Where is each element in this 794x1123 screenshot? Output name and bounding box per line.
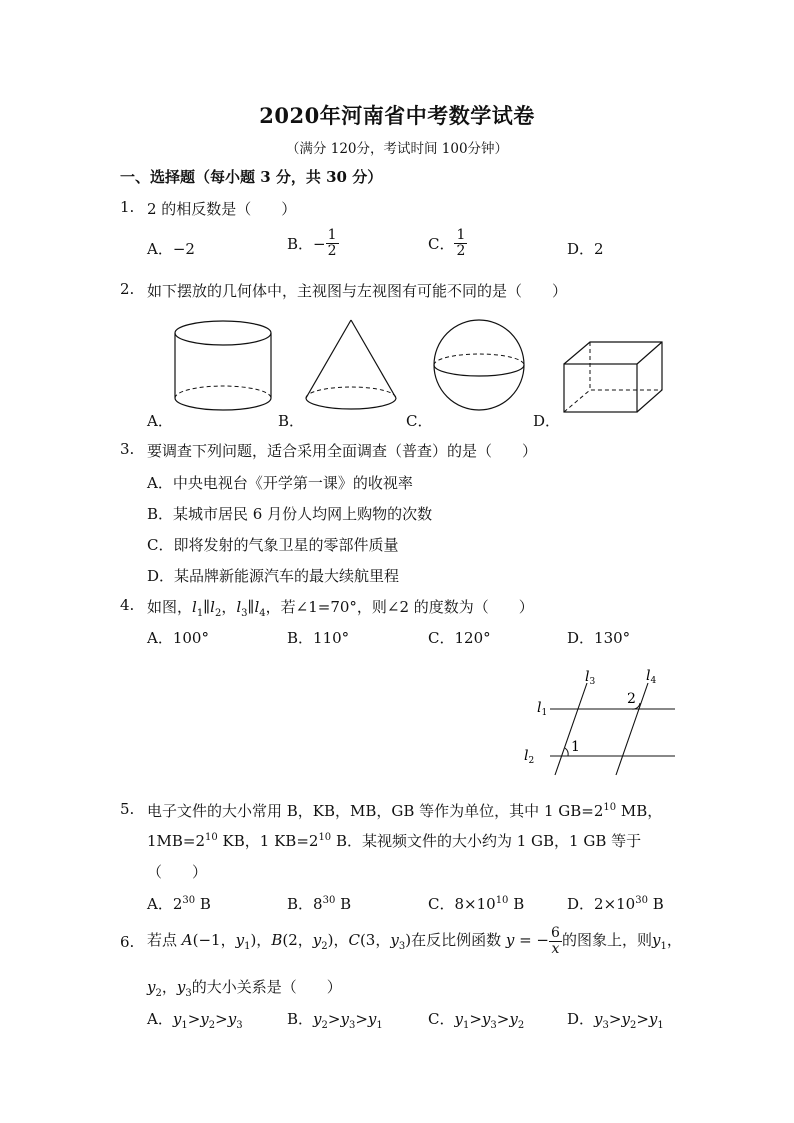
q4-l3-sub: 3 xyxy=(241,608,248,619)
q5-option-b: B．$8^{30}$ B xyxy=(287,895,352,913)
q4-l1: l xyxy=(192,598,197,616)
q4-option-d: D．130° xyxy=(567,629,631,647)
section-heading: 一、选择题（每小题 3 分，共 30 分） xyxy=(120,168,383,186)
exam-subtitle: （满分 120分，考试时间 100分钟） xyxy=(285,141,509,157)
q5-line2-a: 1MB=2 xyxy=(147,832,206,850)
q2-option-a: A． xyxy=(147,412,173,430)
q4-l2: l xyxy=(210,598,215,616)
q4-text xyxy=(147,596,534,619)
q1-option-b-fraction xyxy=(326,228,339,259)
q4-l2-sub: 2 xyxy=(214,608,222,619)
q5-line3: （ ） xyxy=(147,863,208,881)
line-l3 xyxy=(555,683,587,775)
cone-figure xyxy=(300,318,405,413)
fig-label-l2: $l_2$ xyxy=(524,748,535,766)
angle1-arc xyxy=(565,748,568,756)
q5-line1-exp: 10 xyxy=(603,802,617,813)
q1-option-c-prefix: C． xyxy=(428,235,455,253)
q1-option-d: D．2 xyxy=(567,240,604,258)
q4-l4-sub: 4 xyxy=(259,608,266,619)
q2-option-c: C． xyxy=(406,412,433,430)
fig-label-l4: $l_4$ xyxy=(646,668,657,686)
cuboid-figure xyxy=(560,338,670,418)
q6-frac-denominator: x xyxy=(551,940,560,957)
fig-label-l1: $l_1$ xyxy=(537,700,548,718)
q5-line2-exp1: 10 xyxy=(205,832,218,843)
exam-title: 2020年河南省中考数学试卷 xyxy=(259,103,535,128)
q1-text: 2 的相反数是（ ） xyxy=(147,200,297,218)
q6-line1: 若点 A(−1，$y_1$)，B(2，$y_2$)，C(3，$y_3$)在反比例函数 y = − $\frac{6}{x}$ 的图象上，则$y_1$， xyxy=(147,924,682,957)
q6-option-b: B．$y_2>y_3>y_1$ xyxy=(287,1010,383,1031)
q6-point-c: C xyxy=(348,931,360,949)
q3-text: 要调查下列问题，适合采用全面调查（普查）的是（ ） xyxy=(147,442,538,460)
q2-option-b: B． xyxy=(278,412,305,430)
q3-option-c: C．即将发射的气象卫星的零部件质量 xyxy=(147,536,399,554)
q2-option-d: D． xyxy=(533,412,561,430)
q1-b-numerator: 1 xyxy=(327,227,337,243)
q5-line1-pre: 电子文件的大小常用 B，KB，MB，GB 等作为单位，其中 1 GB=2 xyxy=(147,802,604,820)
q4-option-a: A．100° xyxy=(147,629,209,647)
sphere-figure xyxy=(430,316,530,416)
q4-l1-sub: 1 xyxy=(196,608,204,619)
q4-sep: ， xyxy=(221,598,237,616)
q5-line2-exp2: 10 xyxy=(318,832,332,843)
q6-option-a: A．$y_1>y_2>y_3$ xyxy=(147,1010,243,1031)
q1-option-a: A．−2 xyxy=(147,240,195,258)
q5-option-a: A．$2^{30}$ B xyxy=(147,895,211,913)
q1-c-denominator: 2 xyxy=(456,243,466,259)
q4-option-b: B．110° xyxy=(287,629,350,647)
q6-point-a: A xyxy=(181,931,193,949)
q1-option-b xyxy=(287,228,339,259)
q3-number: 3. xyxy=(120,440,135,458)
q5-line1-post: MB， xyxy=(616,802,663,820)
parallel-lines-figure xyxy=(515,665,680,780)
q4-number: 4. xyxy=(120,596,135,614)
q6-point-b: B xyxy=(271,931,283,949)
q5-line1 xyxy=(147,800,662,821)
q3-option-a: A．中央电视台《开学第一课》的收视率 xyxy=(147,474,413,492)
q4-text-pre: 如图， xyxy=(147,598,193,616)
q6-number: 6. xyxy=(120,933,135,951)
q5-line2 xyxy=(147,830,641,851)
q6-line2: $y_2$，$y_3$的大小关系是（ ） xyxy=(147,978,342,999)
fig-label-angle1: 1 xyxy=(571,739,580,755)
q2-text: 如下摆放的几何体中，主视图与左视图有可能不同的是（ ） xyxy=(147,282,568,300)
q4-option-c: C．120° xyxy=(428,629,491,647)
q1-number: 1. xyxy=(120,198,135,216)
q6-option-d: D．$y_3>y_2>y_1$ xyxy=(567,1010,664,1031)
q4-parallel-2: ∥ xyxy=(247,598,255,616)
q3-option-b: B．某城市居民 6 月份人均网上购物的次数 xyxy=(147,505,433,523)
q4-l3: l xyxy=(236,598,242,616)
q5-number: 5. xyxy=(120,800,135,818)
fig-label-angle2: 2 xyxy=(627,691,636,707)
q1-option-c-fraction xyxy=(454,228,467,259)
q5-line2-b: KB，1 KB=2 xyxy=(217,832,319,850)
q1-c-numerator: 1 xyxy=(456,227,466,243)
q1-option-b-prefix: B．− xyxy=(287,235,326,253)
q5-option-d: D．$2\times 10^{30}$ B xyxy=(567,895,664,913)
q1-option-c xyxy=(428,228,467,259)
q6-function-fraction xyxy=(549,926,562,957)
cylinder-figure xyxy=(170,318,280,413)
q3-option-d: D．某品牌新能源汽车的最大续航里程 xyxy=(147,567,400,585)
q4-text-post: ，若∠1=70°，则∠2 的度数为（ ） xyxy=(265,598,534,616)
q6-option-c: C．$y_1>y_3>y_2$ xyxy=(428,1010,525,1031)
q4-parallel-1: ∥ xyxy=(203,598,211,616)
q5-line2-c: B．某视频文件的大小约为 1 GB，1 GB 等于 xyxy=(331,832,642,850)
q5-option-c: C．$8\times 10^{10}$ B xyxy=(428,895,525,913)
q6-frac-numerator: 6 xyxy=(551,924,560,941)
q4-l4: l xyxy=(254,598,260,616)
q2-number: 2. xyxy=(120,280,135,298)
fig-label-l3: $l_3$ xyxy=(585,669,596,687)
q1-b-denominator: 2 xyxy=(327,243,337,259)
